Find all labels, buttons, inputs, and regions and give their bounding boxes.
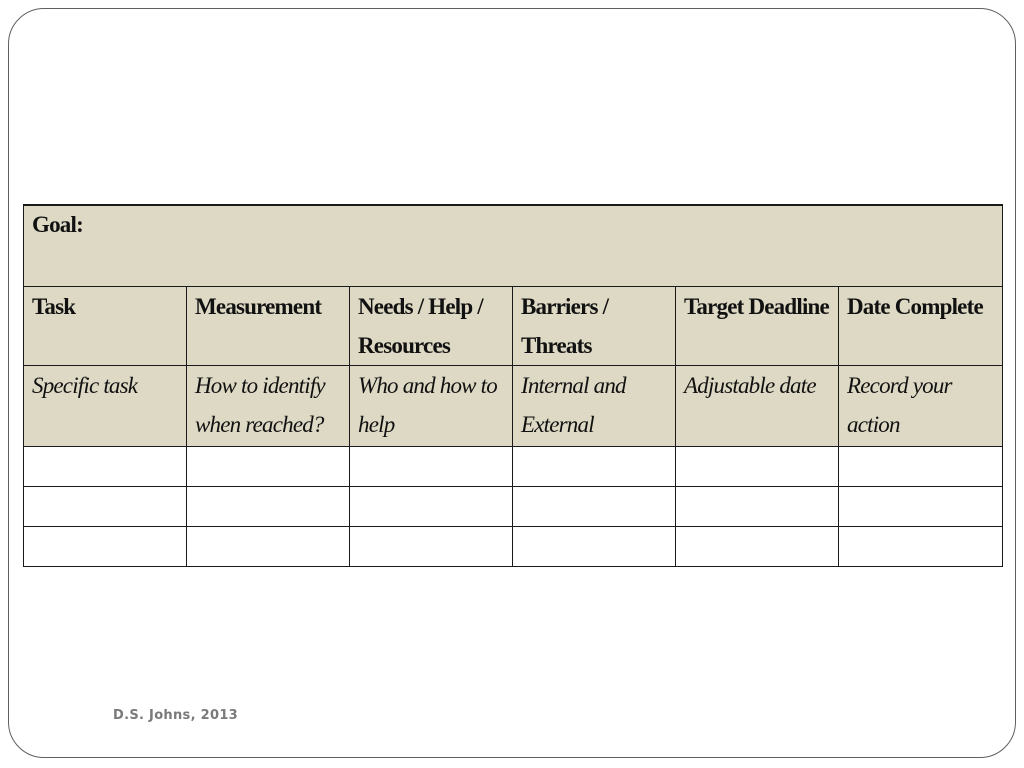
empty-cell[interactable] bbox=[513, 446, 676, 486]
empty-cell[interactable] bbox=[839, 486, 1003, 526]
column-header-needs-help-resources: Needs / Help / Resources bbox=[350, 286, 513, 365]
empty-cell[interactable] bbox=[676, 486, 839, 526]
empty-cell[interactable] bbox=[24, 486, 187, 526]
goal-label: Goal: bbox=[32, 212, 83, 237]
empty-cell[interactable] bbox=[513, 526, 676, 566]
hint-measurement: How to identify when reached? bbox=[187, 365, 350, 446]
table-row bbox=[24, 446, 1003, 486]
empty-cell[interactable] bbox=[350, 486, 513, 526]
column-header-target-deadline: Target Deadline bbox=[676, 286, 839, 365]
empty-cell[interactable] bbox=[676, 526, 839, 566]
empty-cell[interactable] bbox=[24, 526, 187, 566]
column-header-task: Task bbox=[24, 286, 187, 365]
empty-cell[interactable] bbox=[187, 526, 350, 566]
column-header-barriers-threats: Barriers / Threats bbox=[513, 286, 676, 365]
empty-cell[interactable] bbox=[839, 526, 1003, 566]
column-header-date-complete: Date Complete bbox=[839, 286, 1003, 365]
empty-cell[interactable] bbox=[187, 486, 350, 526]
empty-cell[interactable] bbox=[350, 446, 513, 486]
column-header-measurement: Measurement bbox=[187, 286, 350, 365]
empty-cell[interactable] bbox=[187, 446, 350, 486]
table-row bbox=[24, 486, 1003, 526]
empty-cell[interactable] bbox=[839, 446, 1003, 486]
hint-target-deadline: Adjustable date bbox=[676, 365, 839, 446]
table-row bbox=[24, 526, 1003, 566]
empty-cell[interactable] bbox=[350, 526, 513, 566]
goal-row bbox=[24, 205, 1003, 286]
header-row bbox=[24, 286, 1003, 365]
hint-task: Specific task bbox=[24, 365, 187, 446]
empty-cell[interactable] bbox=[24, 446, 187, 486]
hint-needs-help-resources: Who and how to help bbox=[350, 365, 513, 446]
footer-credit: D.S. Johns, 2013 bbox=[113, 708, 239, 723]
goal-cell[interactable] bbox=[24, 205, 1003, 286]
goal-planning-table bbox=[23, 204, 1003, 567]
hint-row bbox=[24, 365, 1003, 446]
empty-cell[interactable] bbox=[676, 446, 839, 486]
hint-date-complete: Record your action bbox=[839, 365, 1003, 446]
empty-cell[interactable] bbox=[513, 486, 676, 526]
hint-barriers-threats: Internal and External bbox=[513, 365, 676, 446]
